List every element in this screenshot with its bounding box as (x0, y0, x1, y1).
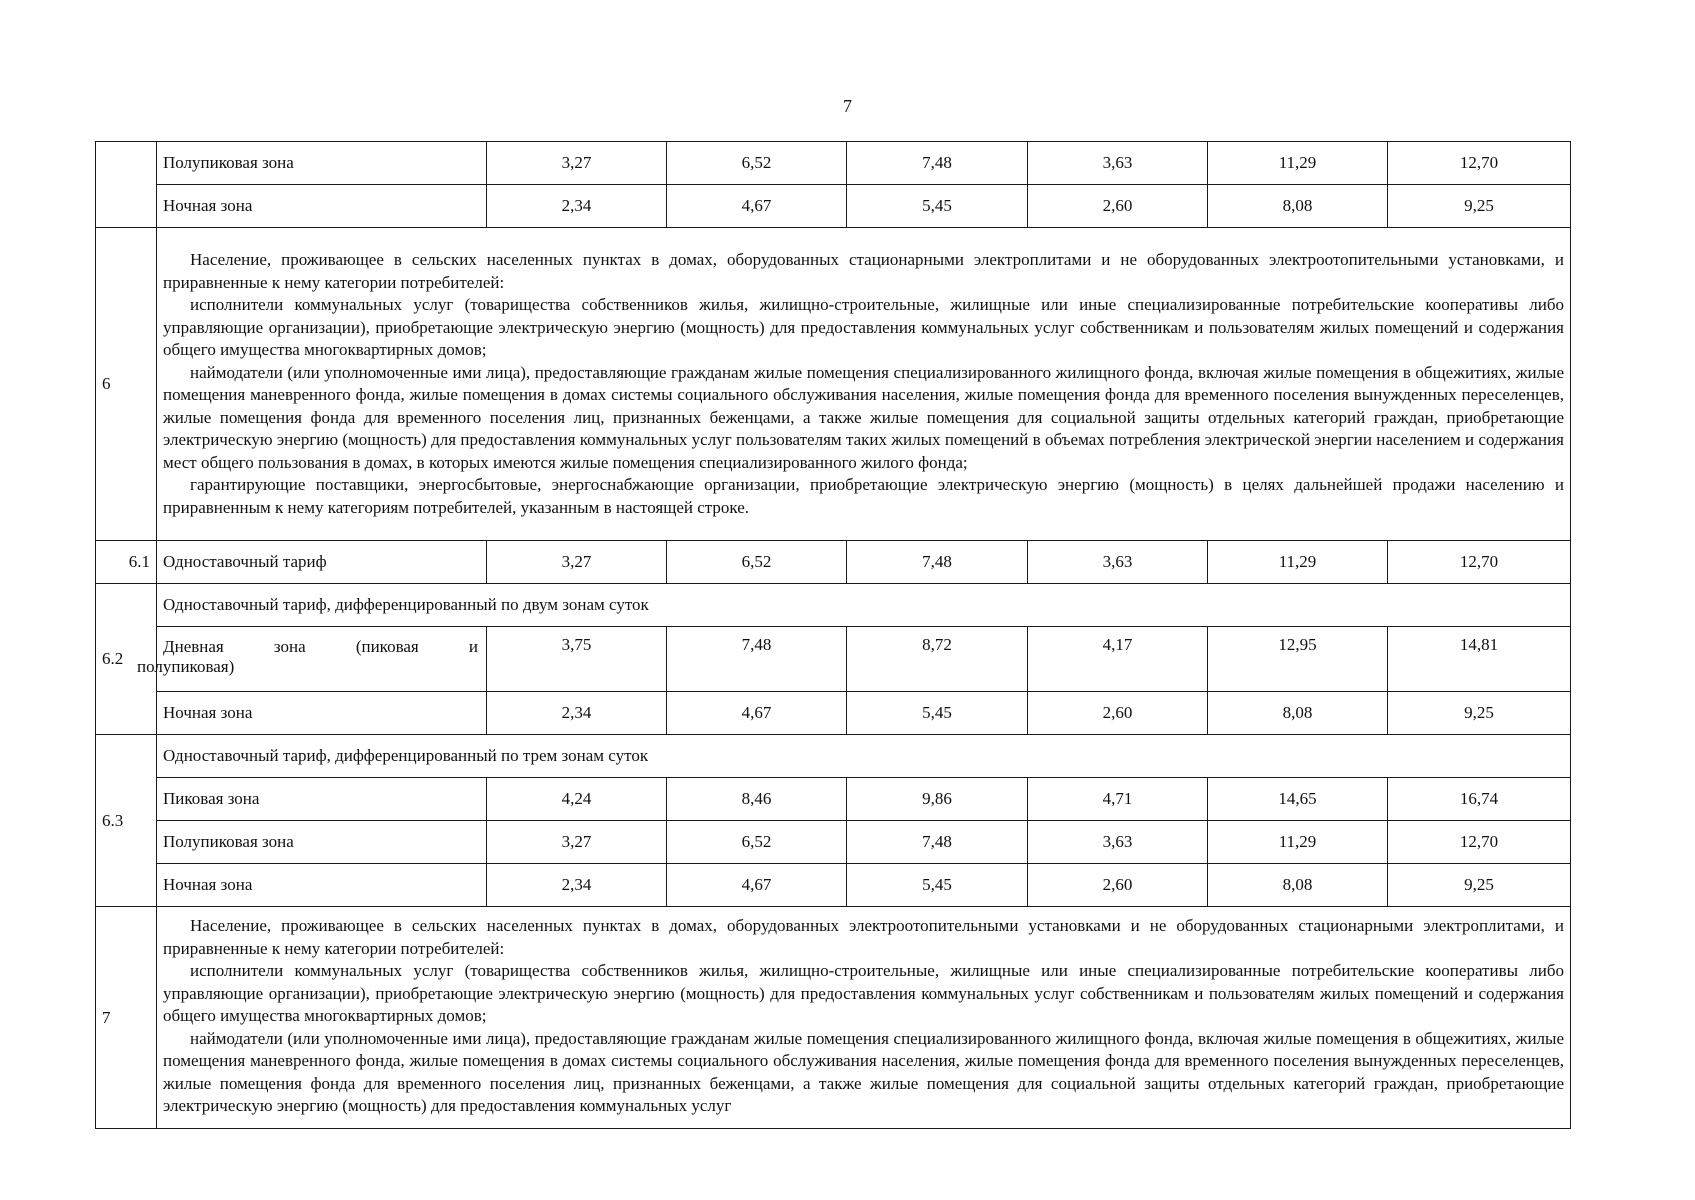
value-cell: 12,70 (1388, 821, 1571, 864)
row-label: Ночная зона (157, 864, 487, 907)
table-row (96, 778, 1571, 821)
value-cell: 4,67 (667, 692, 847, 735)
row-number: 6.2 (96, 584, 157, 735)
value-cell: 11,29 (1208, 142, 1388, 185)
value-cell: 11,29 (1208, 821, 1388, 864)
label-word: и (468, 637, 478, 656)
value-cell: 7,48 (847, 541, 1028, 584)
row-number: 6.1 (96, 541, 157, 584)
description-paragraph: исполнители коммунальных услуг (товарищества собственников жилья, жилищно-строительные, жилищные или иные специализированные потребительские кооперативы либо управляющие организации), приобретающие электрическую энергию (мощность) для предоставления коммунальных услуг собственникам и пользователям жилых помещений и содержания общего имущества многоквартирных домов; (163, 961, 1564, 1026)
value-cell: 11,29 (1208, 541, 1388, 584)
value-cell: 9,86 (847, 778, 1028, 821)
page-number: 7 (843, 96, 852, 116)
value-cell: 4,67 (667, 864, 847, 907)
value-cell: 2,34 (487, 185, 667, 228)
label-word: (пиковая (355, 637, 419, 656)
value-cell: 2,34 (487, 864, 667, 907)
value-cell: 2,60 (1028, 185, 1208, 228)
table-row (96, 907, 1571, 1129)
table-row (96, 821, 1571, 864)
row-label: Ночная зона (157, 692, 487, 735)
value-cell: 12,70 (1388, 142, 1571, 185)
table-row (96, 584, 1571, 627)
row-label: Одноставочный тариф (157, 541, 487, 584)
value-cell: 5,45 (847, 864, 1028, 907)
value-cell: 12,70 (1388, 541, 1571, 584)
row-label (137, 627, 487, 692)
value-cell: 14,65 (1208, 778, 1388, 821)
table-row (96, 541, 1571, 584)
table-row (96, 692, 1571, 735)
value-cell: 7,48 (667, 627, 847, 692)
value-cell: 8,08 (1208, 692, 1388, 735)
value-cell: 4,17 (1028, 627, 1208, 692)
value-cell: 4,71 (1028, 778, 1208, 821)
value-cell: 3,63 (1028, 821, 1208, 864)
value-cell: 8,08 (1208, 864, 1388, 907)
value-cell: 2,60 (1028, 692, 1208, 735)
value-cell: 6,52 (667, 541, 847, 584)
value-cell: 16,74 (1388, 778, 1571, 821)
row-number: 7 (96, 907, 157, 1129)
value-cell: 3,27 (487, 821, 667, 864)
value-cell: 6,52 (667, 142, 847, 185)
row-label: Полупиковая зона (157, 821, 487, 864)
section-title: Одноставочный тариф, дифференцированный по двум зонам суток (157, 584, 1571, 627)
description-paragraph: исполнители коммунальных услуг (товарищества собственников жилья, жилищно-строительные, жилищные или иные специализированные потребительские кооперативы либо управляющие организации), приобретающие электрическую энергию (мощность) для предоставления коммунальных услуг собственникам и пользователям жилых помещений и содержания общего имущества многоквартирных домов; (163, 295, 1564, 359)
value-cell: 3,75 (487, 627, 667, 692)
value-cell: 2,60 (1028, 864, 1208, 907)
row-label: Ночная зона (157, 185, 487, 228)
value-cell: 3,27 (487, 142, 667, 185)
row-number-cell (96, 142, 157, 228)
description-paragraph: наймодатели (или уполномоченные ими лица), предоставляющие гражданам жилые помещения специализированного жилищного фонда, включая жилые помещения в общежитиях, жилые помещения маневренного фонда, жилые помещения в домах системы социального обслуживания населения, жилые помещения фонда для временного поселения вынужденных переселенцев, жилые помещения фонда для временного поселения лиц, признанных беженцами, а также жилые помещения для социальной защиты отдельных категорий граждан, приобретающие электрическую энергию (мощность) для предоставления коммунальных услуг пользователям таких жилых помещений в объемах потребления электрической энергии населением и содержания мест общего пользования в домах, в которых имеются жилые помещения специализированного жилого фонда; (163, 362, 1564, 472)
row-label: Пиковая зона (157, 778, 487, 821)
description-paragraph: наймодатели (или уполномоченные ими лица), предоставляющие гражданам жилые помещения специализированного жилищного фонда, включая жилые помещения в общежитиях, жилые помещения маневренного фонда, жилые помещения в домах системы социального обслуживания населения, жилые помещения фонда для временного поселения вынужденных переселенцев, жилые помещения фонда для временного поселения лиц, признанных беженцами, а также жилые помещения для социальной защиты отдельных категорий граждан, приобретающие электрическую энергию (мощность) для предоставления коммунальных услуг (163, 1028, 1564, 1116)
category-description (157, 228, 1571, 541)
value-cell: 9,25 (1388, 864, 1571, 907)
tariff-table (95, 141, 1571, 1129)
table-row (96, 185, 1571, 228)
table-row (96, 142, 1571, 185)
value-cell: 4,67 (667, 185, 847, 228)
value-cell: 3,63 (1028, 142, 1208, 185)
table-row (96, 627, 1571, 692)
value-cell: 9,25 (1388, 185, 1571, 228)
value-cell: 5,45 (847, 185, 1028, 228)
category-description (157, 907, 1571, 1129)
section-title: Одноставочный тариф, дифференцированный по трем зонам суток (157, 735, 1571, 778)
value-cell: 7,48 (847, 142, 1028, 185)
value-cell: 3,27 (487, 541, 667, 584)
table-row (96, 228, 1571, 541)
description-paragraph: гарантирующие поставщики, энергосбытовые, энергоснабжающие организации, приобретающие электрическую энергию (мощность) в целях дальнейшей продажи населению и приравненным к нему категориям потребителей, указанным в настоящей строке. (163, 475, 1564, 517)
value-cell: 6,52 (667, 821, 847, 864)
table-row (96, 735, 1571, 778)
label-word: зона (273, 637, 306, 656)
row-number: 6 (96, 228, 157, 541)
description-paragraph: Население, проживающее в сельских населенных пунктах в домах, оборудованных стационарными электроплитами и не оборудованных электроотопительными установками, и приравненные к нему категории потребителей: (163, 250, 1564, 292)
label-continuation: полупиковая) (137, 657, 235, 676)
value-cell: 4,24 (487, 778, 667, 821)
row-label: Полупиковая зона (157, 142, 487, 185)
value-cell: 5,45 (847, 692, 1028, 735)
row-number: 6.3 (96, 735, 157, 907)
label-word: Дневная (163, 637, 224, 656)
value-cell: 8,46 (667, 778, 847, 821)
table-row (96, 864, 1571, 907)
value-cell: 9,25 (1388, 692, 1571, 735)
description-paragraph: Население, проживающее в сельских населенных пунктах в домах, оборудованных электроотопительными установками и не оборудованных стационарными электроплитами, и приравненные к нему категории потребителей: (163, 916, 1564, 958)
value-cell: 8,08 (1208, 185, 1388, 228)
value-cell: 2,34 (487, 692, 667, 735)
value-cell: 7,48 (847, 821, 1028, 864)
value-cell: 14,81 (1388, 627, 1571, 692)
value-cell: 8,72 (847, 627, 1028, 692)
value-cell: 12,95 (1208, 627, 1388, 692)
value-cell: 3,63 (1028, 541, 1208, 584)
